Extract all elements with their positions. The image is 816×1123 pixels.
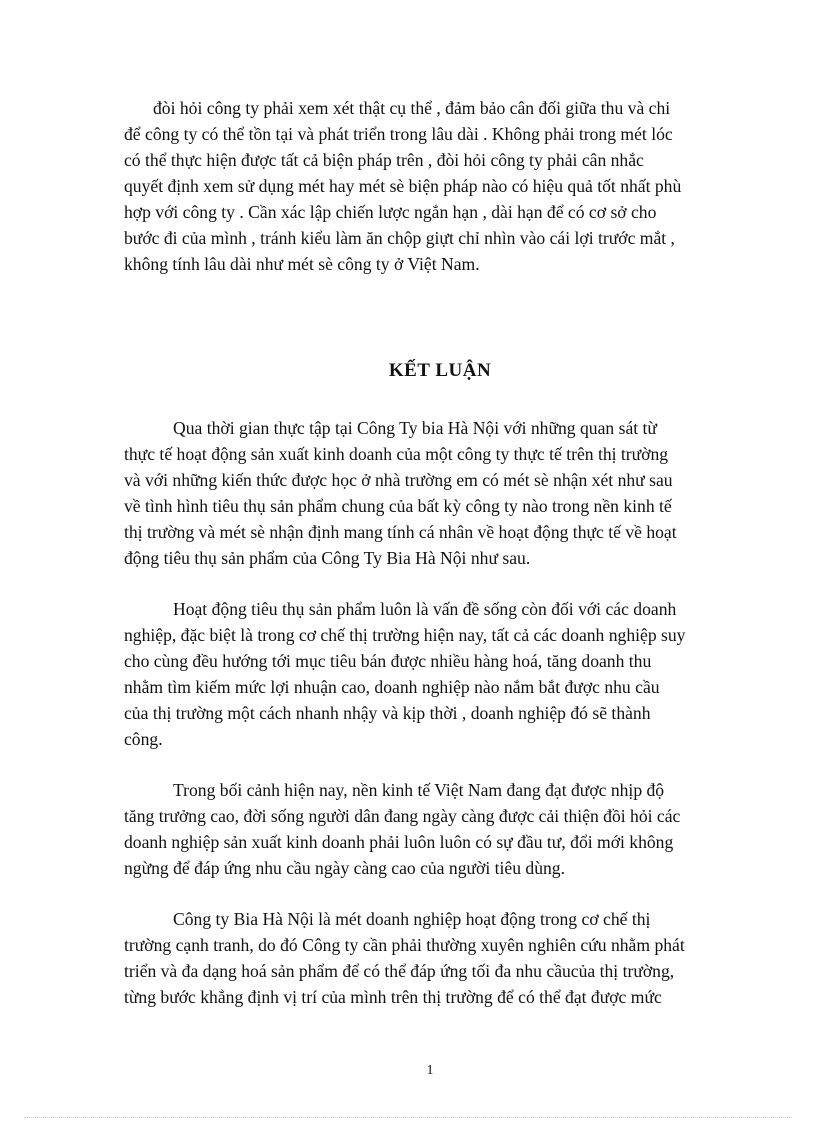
intro-line-4: quyết định xem sử dụng mét hay mét sè biện pháp nào có hiệu quả tốt nhất phù (124, 176, 682, 196)
p1-line-6: động tiêu thụ sản phẩm của Công Ty Bia Hà Nội như sau. (124, 548, 531, 568)
intro-line-6: bước đi của mình , tránh kiểu làm ăn chộp giựt chỉ nhìn vào cái lợi trước mắt , (124, 228, 675, 248)
p1-line-5: thị trường và mét sè nhận định mang tính cá nhân về hoạt động thực tế về hoạt (124, 522, 677, 542)
p3-line-2: tăng trưởng cao, đời sống người dân đang ngày càng được cải thiện đồi hỏi các (124, 806, 681, 826)
intro-line-2: để công ty có thể tồn tại và phát triển trong lâu dài . Không phải trong mét lóc (124, 124, 673, 144)
p2-line-4: nhằm tìm kiếm mức lợi nhuận cao, doanh nghiệp nào nắm bắt được nhu cầu (124, 677, 660, 697)
p2-line-5: của thị trường một cách nhanh nhậy và kịp thời , doanh nghiệp đó sẽ thành (124, 703, 651, 723)
p1-line-1: Qua thời gian thực tập tại Công Ty bia Hà Nội với những quan sát từ (173, 418, 657, 438)
p1-line-4: về tình hình tiêu thụ sản phẩm chung của bất kỳ công ty nào trong nền kinh tế (124, 496, 672, 516)
p2-line-3: cho cùng đều hướng tới mục tiêu bán được nhiều hàng hoá, tăng doanh thu (124, 651, 652, 671)
p2-line-1: Hoạt động tiêu thụ sản phẩm luôn là vấn đề sống còn đối với các doanh (173, 599, 677, 619)
page-number: 1 (426, 1063, 434, 1078)
intro-line-7: không tính lâu dài như mét sè công ty ở Việt Nam. (124, 254, 480, 274)
p4-line-4: từng bước khẳng định vị trí của mình trên thị trường để có thể đạt được mức (124, 987, 662, 1007)
p4-line-1: Công ty Bia Hà Nội là mét doanh nghiệp hoạt động trong cơ chế thị (173, 909, 651, 929)
page-bottom-divider (24, 1117, 792, 1118)
p2-line-2: nghiệp, đặc biệt là trong cơ chế thị trường hiện nay, tất cả các doanh nghiệp suy (124, 625, 686, 645)
p3-line-4: ngừng để đáp ứng nhu cầu ngày càng cao của người tiêu dùng. (124, 858, 565, 878)
p3-line-1: Trong bối cảnh hiện nay, nền kinh tế Việt Nam đang đạt được nhịp độ (173, 780, 665, 800)
intro-line-5: hợp với công ty . Cần xác lập chiến lược ngắn hạn , dài hạn để có cơ sở cho (124, 202, 657, 222)
p1-line-3: và với những kiến thức được học ở nhà trường em có mét sè nhận xét như sau (124, 470, 673, 490)
p3-line-3: doanh nghiệp sản xuất kinh doanh phải luôn luôn có sự đầu tư, đổi mới không (124, 832, 674, 852)
intro-line-3: có thể thực hiện được tất cả biện pháp trên , đòi hỏi công ty phải cân nhắc (124, 150, 644, 170)
p1-line-2: thực tế hoạt động sản xuất kinh doanh của một công ty thực tế trên thị trường (124, 444, 669, 464)
p4-line-3: triển và đa dạng hoá sản phẩm để có thể đáp ứng tối đa nhu cầucủa thị trường, (124, 961, 675, 981)
intro-line-1: đòi hỏi công ty phải xem xét thật cụ thể , đảm bảo cân đối giữa thu và chi (153, 98, 671, 118)
p4-line-2: trường cạnh tranh, do đó Công ty cần phải thường xuyên nghiên cứu nhằm phát (124, 935, 685, 955)
p2-line-6: công. (124, 729, 163, 749)
conclusion-heading: KẾT LUẬN (388, 360, 492, 381)
